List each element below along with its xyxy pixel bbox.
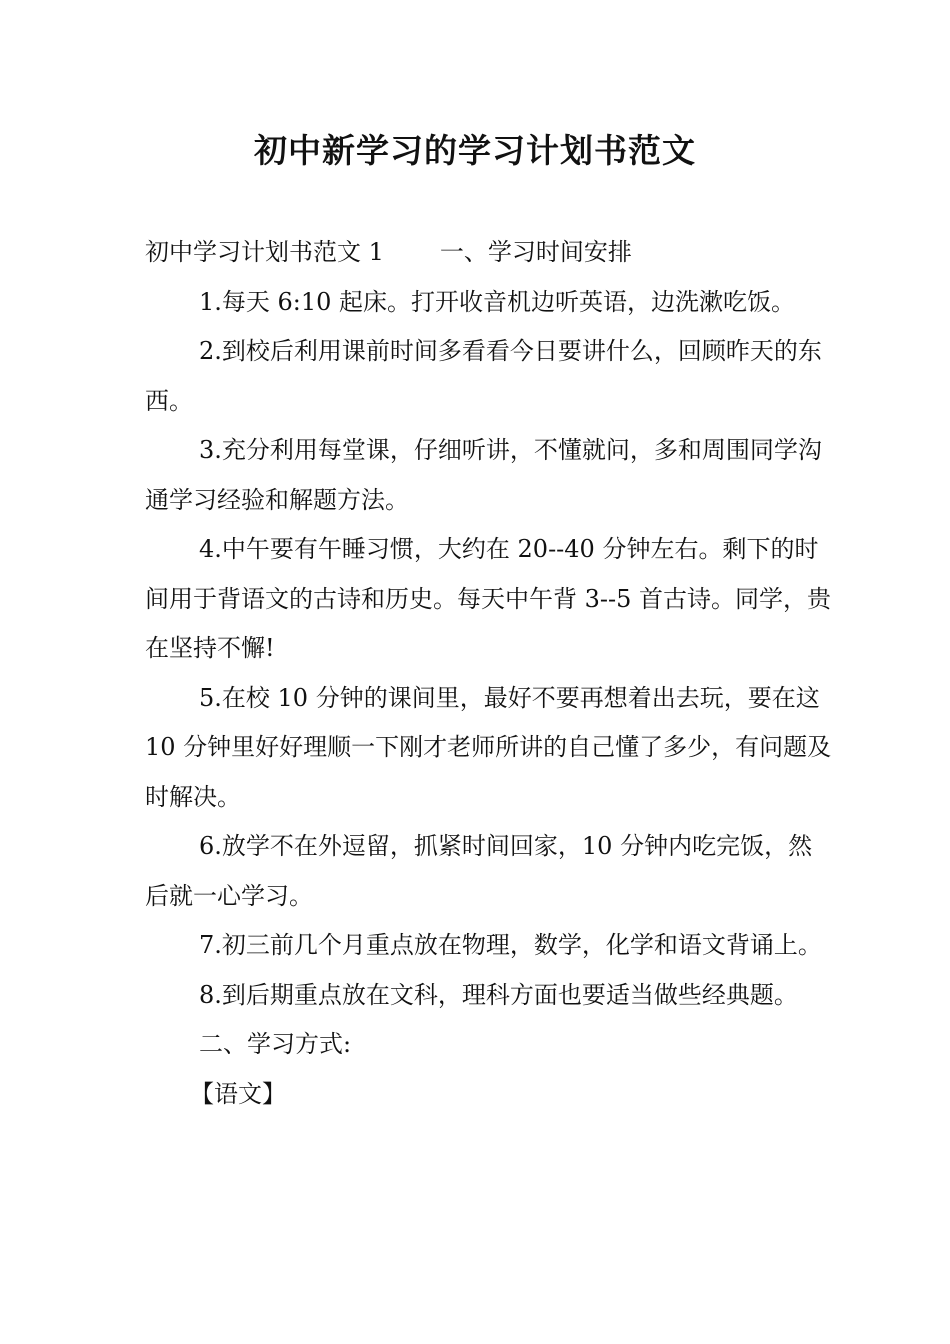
section-one-heading: 一、学习时间安排 (439, 238, 632, 266)
list-item: 8.到后期重点放在文科，理科方面也要适当做些经典题。 (199, 980, 798, 1009)
list-item: 6.放学不在外逗留，抓紧时间回家，10 分钟内吃完饭，然后就一心学习。 (145, 832, 813, 910)
list-item: 4.中午要有午睡习惯，大约在 20--40 分钟左右。剩下的时间用于背语文的古诗和历史。每天中午背 3--5 首古诗。同学，贵在坚持不懈! (145, 535, 832, 662)
intro-line (145, 228, 835, 278)
subject-heading: 【语文】 (190, 1079, 286, 1108)
document-title: 初中新学习的学习计划书范文 (254, 131, 696, 170)
list-item: 5.在校 10 分钟的课间里，最好不要再想着出去玩，要在这 10 分钟里好好理顺一下刚才老师所讲的自己懂了多少，有问题及时解决。 (145, 683, 832, 811)
document-body (145, 228, 835, 1119)
intro-label: 初中学习计划书范文 1 (145, 238, 384, 266)
list-item: 2.到校后利用课前时间多看看今日要讲什么，回顾昨天的东西。 (145, 337, 822, 415)
list-item: 3.充分利用每堂课，仔细听讲，不懂就问，多和周围同学沟通学习经验和解题方法。 (145, 436, 822, 514)
list-item: 1.每天 6:10 起床。打开收音机边听英语，边洗漱吃饭。 (199, 287, 796, 316)
list-item: 7.初三前几个月重点放在物理，数学，化学和语文背诵上。 (199, 931, 822, 959)
section-two-heading: 二、学习方式: (199, 1030, 352, 1058)
